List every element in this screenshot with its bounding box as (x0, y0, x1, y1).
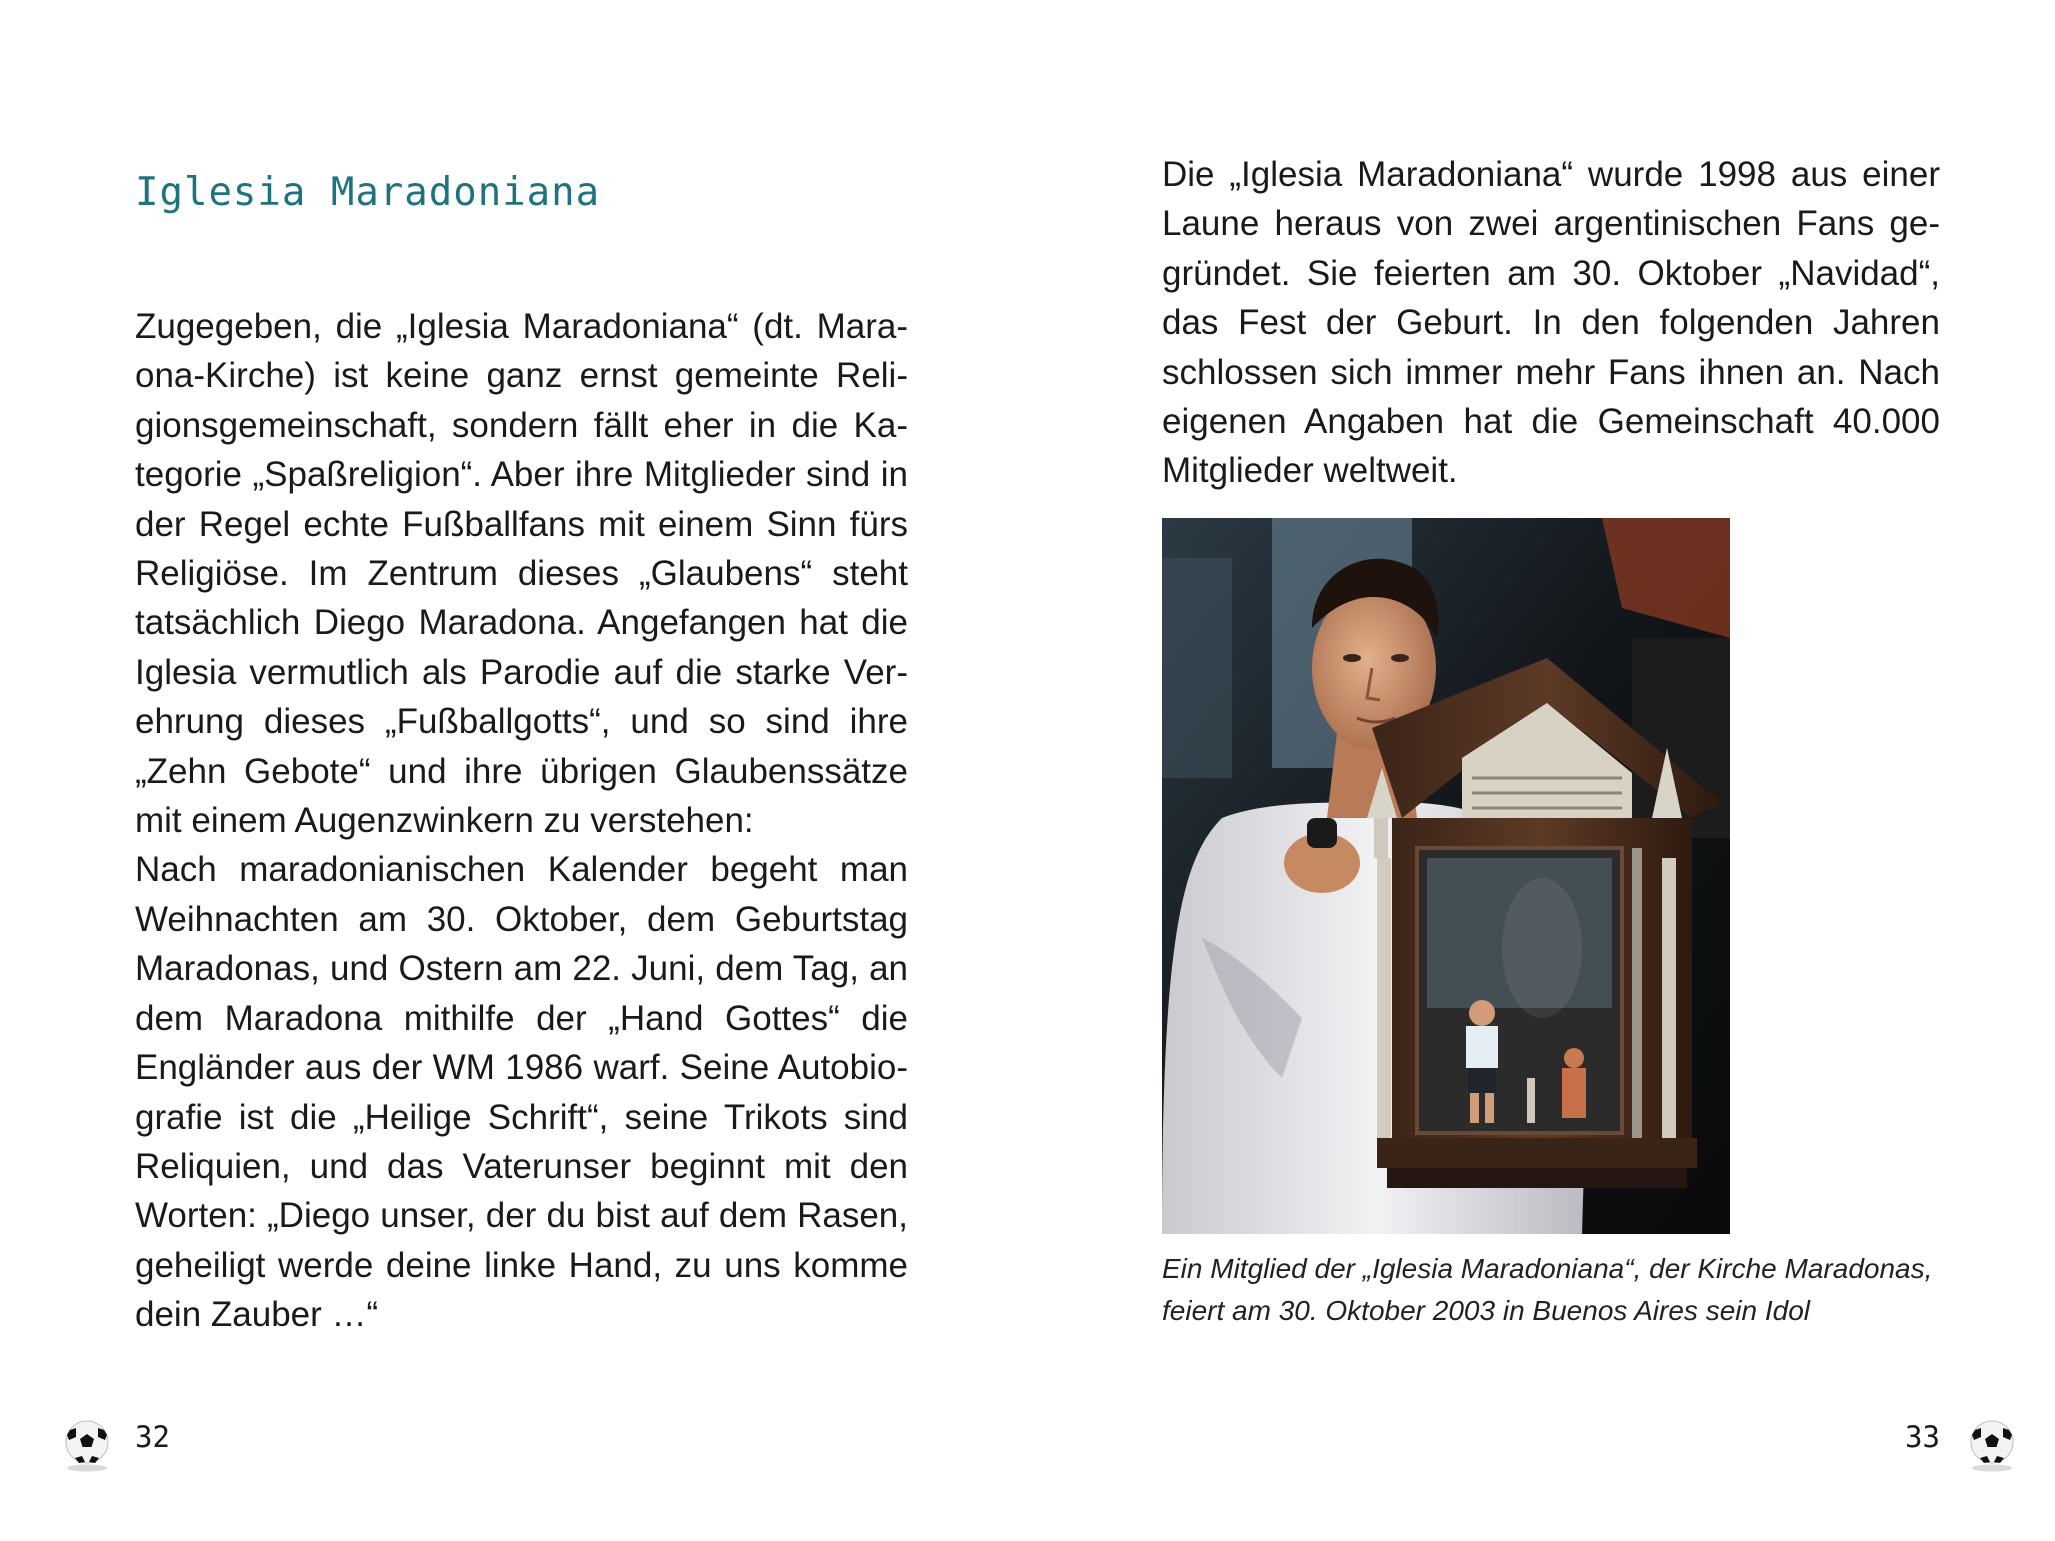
left-body-text (135, 302, 908, 1340)
right-intro-text: Die „Iglesia Maradoniana“ wurde 1998 aus einer Laune heraus von zwei argentinischen Fans gegründet. Sie feierten am 30. Oktober „Navidad“, das Fest der Geburt. In den folgenden Jahren schlossen sich immer mehr Fans ihnen an. Nach eigenen Angaben hat die Gemeinschaft 40.000 Mitglieder weltweit. (1162, 155, 1940, 491)
page-number-right: 33 (1905, 1420, 1940, 1454)
body-paragraph-1: Zugegeben, die „Iglesia Maradoniana“ (dt. Maraona-Kirche) ist keine ganz ernst gemeinte Religionsgemeinschaft, sondern fällt eher in die Kategorie „Spaßreligion“. Aber ihre Mitglieder sind in der Regel echte Fußballfans mit einem Sinn fürs Religiöse. Im Zentrum dieses „Glaubens“ steht tatsächlich Diego Maradona. Angefangen hat die Iglesia vermutlich als Parodie auf die starke Verehrung dieses „Fußballgotts“, und so sind ihre „Zehn Gebote“ und ihre übrigen Glaubenssätze mit einem Augenzwinkern zu verstehen: (135, 307, 908, 841)
chapter-title: Iglesia Maradoniana (135, 170, 601, 215)
page-number-left: 32 (135, 1420, 170, 1454)
left-page (0, 0, 1027, 1541)
photo-iglesia-member (1162, 518, 1730, 1234)
photo-caption: Ein Mitglied der „Iglesia Maradoniana“, der Kirche Maradonas, feiert am 30. Oktober 2003 in Buenos Aires sein Idol (1162, 1253, 1933, 1326)
soccer-ball-icon (62, 1418, 112, 1472)
body-paragraph-2: Nach maradonianischen Kalender begeht man Weihnachten am 30. Oktober, dem Geburtstag Maradonas, und Ostern am 22. Juni, dem Tag, an dem Maradona mithilfe der „Hand Gottes“ die Engländer aus der WM 1986 warf. Seine Autobiografie ist die „Heilige Schrift“, seine Trikots sind Reliquien, und das Vaterunser beginnt mit den Worten: „Diego unser, der du bist auf dem Rasen, geheiligt werde deine linke Hand, zu uns komme dein Zauber …“ (135, 850, 908, 1335)
soccer-ball-icon (1967, 1418, 2017, 1472)
